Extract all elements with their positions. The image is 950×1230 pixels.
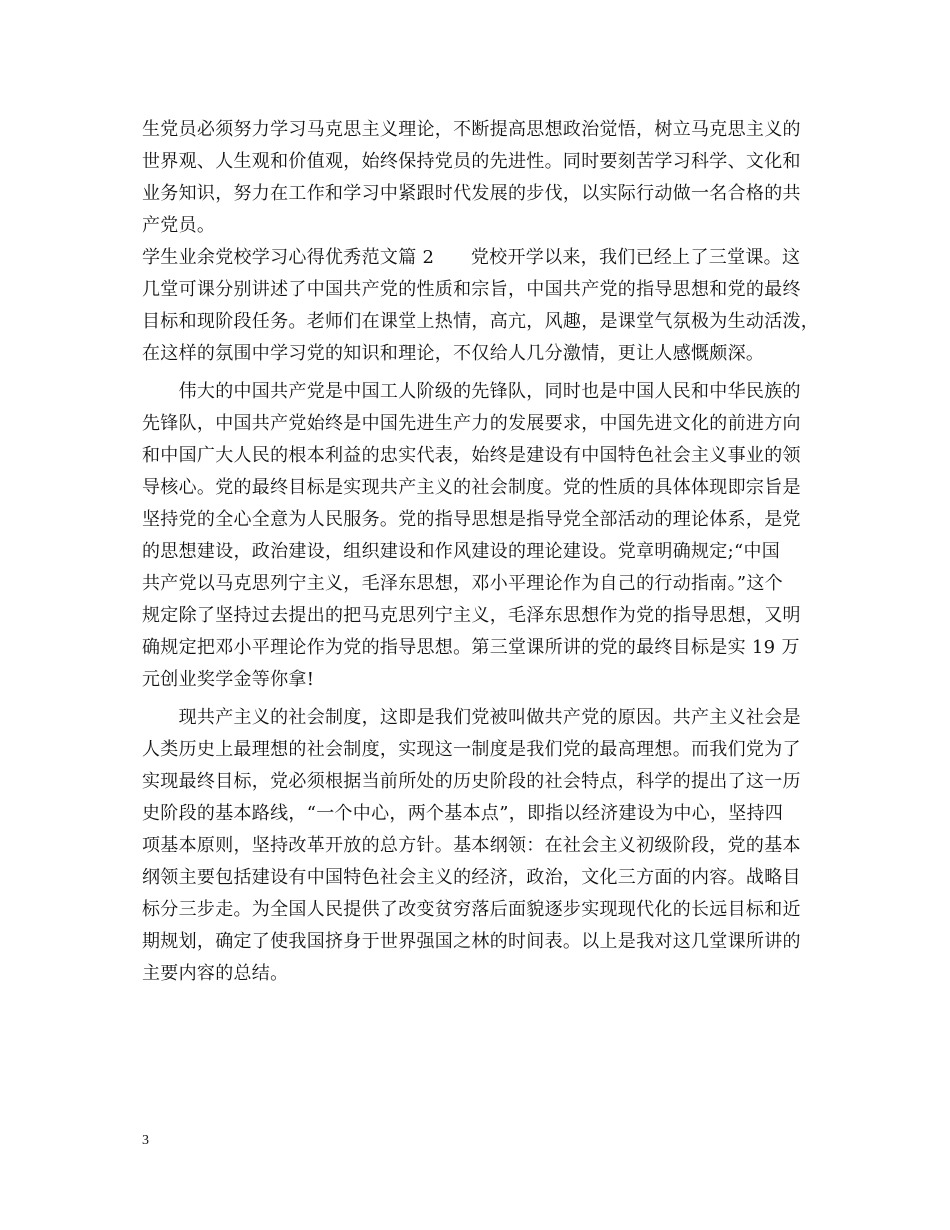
text-line: 人类历史上最理想的社会制度，实现这一制度是我们党的最高理想。而我们党为了: [142, 739, 801, 760]
text-line: 坚持党的全心全意为人民服务。党的指导思想是指导党全部活动的理论体系，是党: [142, 509, 801, 530]
text-line: 元创业奖学金等你拿!: [142, 669, 315, 690]
page-number: 3: [142, 1133, 149, 1148]
text-line: 先锋队，中国共产党始终是中国先进生产力的发展要求，中国先进文化的前进方向: [142, 413, 801, 434]
text-line: 生党员必须努力学习马克思主义理论，不断提高思想政治觉悟，树立马克思主义的: [142, 119, 801, 140]
text-line: 几堂可课分别讲述了中国共产党的性质和宗旨，中国共产党的指导思想和党的最终: [142, 279, 801, 300]
text-line: 实现最终目标，党必须根据当前所处的历史阶段的社会特点，科学的提出了这一历: [142, 771, 801, 792]
text-line: 期规划，确定了使我国挤身于世界强国之林的时间表。以上是我对这几堂课所讲的: [142, 931, 801, 952]
text-line: 业务知识，努力在工作和学习中紧跟时代发展的步伐，以实际行动做一名合格的共: [142, 183, 801, 204]
text-line: 和中国广大人民的根本利益的忠实代表，始终是建设有中国特色社会主义事业的领: [142, 445, 801, 466]
text-line: 产党员。: [142, 215, 216, 236]
text-line: 现共产主义的社会制度，这即是我们党被叫做共产党的原因。共产主义社会是: [142, 707, 801, 728]
text-line: 世界观、人生观和价值观，始终保持党员的先进性。同时要刻苦学习科学、文化和: [142, 151, 801, 172]
text-line: 在这样的氛围中学习党的知识和理论，不仅给人几分激情，更让人感慨颇深。: [142, 343, 765, 364]
text-line: 纲领主要包括建设有中国特色社会主义的经济，政治，文化三方面的内容。战略目: [142, 867, 801, 888]
text-line: 目标和现阶段任务。老师们在课堂上热情，高亢，风趣，是课堂气氛极为生动活泼，: [142, 311, 820, 332]
body-text: [142, 114, 822, 990]
text-line: 的思想建设，政治建设，组织建设和作风建设的理论建设。党章明确规定;“中国: [142, 541, 781, 562]
text-line: 共产党以马克思列宁主义，毛泽东思想，邓小平理论作为自己的行动指南。”这个: [142, 573, 783, 594]
text-line: 伟大的中国共产党是中国工人阶级的先锋队，同时也是中国人民和中华民族的: [142, 381, 801, 402]
text-line: 标分三步走。为全国人民提供了改变贫穷落后面貌逐步实现现代化的长远目标和近: [142, 899, 801, 920]
text-line: 学生业余党校学习心得优秀范文篇 2 党校开学以来，我们已经上了三堂课。这: [142, 247, 801, 268]
text-line: 规定除了坚持过去提出的把马克思列宁主义，毛泽东思想作为党的指导思想，又明: [142, 605, 801, 626]
text-line: 导核心。党的最终目标是实现共产主义的社会制度。党的性质的具体体现即宗旨是: [142, 477, 801, 498]
text-line: 史阶段的基本路线，“一个中心，两个基本点”，即指以经济建设为中心，坚持四: [142, 803, 784, 824]
text-line: 确规定把邓小平理论作为党的指导思想。第三堂课所讲的党的最终目标是实 19 万: [142, 637, 800, 658]
text-line: 项基本原则，坚持改革开放的总方针。基本纲领：在社会主义初级阶段，党的基本: [142, 835, 801, 856]
text-line: 主要内容的总结。: [142, 963, 289, 984]
